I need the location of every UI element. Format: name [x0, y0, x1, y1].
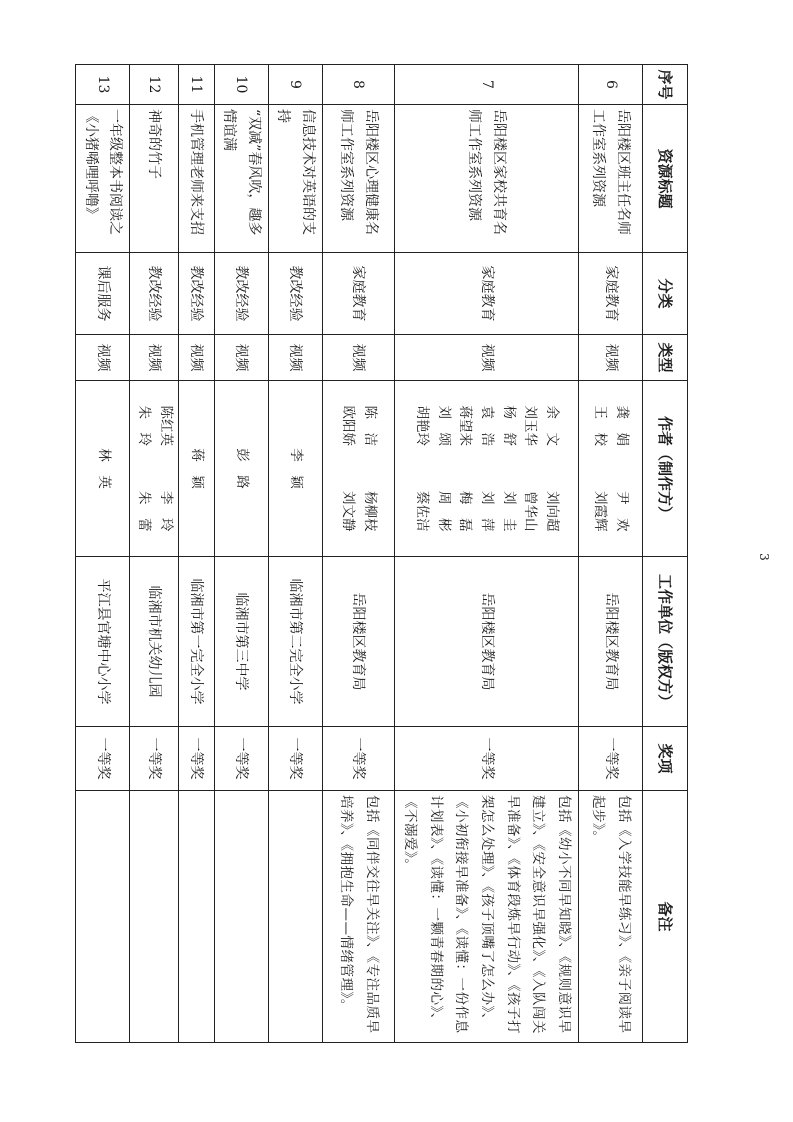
cell-title: 岳阳楼区心理健康名师工作室系列资源 [322, 105, 394, 253]
cell-note [76, 791, 130, 1043]
author-name: 刘文静 [340, 491, 357, 532]
cell-category: 教改经验 [214, 253, 268, 335]
author-name: 李 颖 [287, 448, 304, 489]
cell-category: 教改经验 [178, 253, 214, 335]
cell-title: 神奇的竹子 [130, 105, 178, 253]
cell-award: 一等奖 [130, 727, 178, 791]
header-category: 分类 [643, 253, 688, 335]
cell-title: 一年级整本书阅读之《小猪唏哩呼噜》 [76, 105, 130, 253]
cell-type: 视频 [322, 335, 394, 381]
cell-category: 教改经验 [268, 253, 322, 335]
author-list [411, 385, 562, 552]
cell-no: 8 [322, 65, 394, 105]
header-note: 备注 [643, 791, 688, 1043]
cell-unit: 岳阳楼区教育局 [579, 557, 643, 727]
cell-no: 9 [268, 65, 322, 105]
cell-no: 13 [76, 65, 130, 105]
author-name: 刘霞辉 [592, 491, 609, 532]
cell-unit: 岳阳楼区教育局 [322, 557, 394, 727]
cell-unit: 临湘市第一完全小学 [178, 557, 214, 727]
table-row [579, 65, 643, 1043]
cell-title: 岳阳楼区班主任名师工作室系列资源 [579, 105, 643, 253]
cell-authors [76, 381, 130, 557]
cell-note [268, 791, 322, 1043]
cell-title: 信息技术对英语的支持 [268, 105, 322, 253]
cell-type: 视频 [76, 335, 130, 381]
author-name: 欧阳娇 [340, 405, 357, 446]
author-name: 周 彬 [435, 491, 452, 532]
author-list [184, 385, 208, 552]
author-name: 林 英 [95, 448, 112, 489]
author-name: 朱 蕾 [135, 491, 152, 532]
cell-no: 11 [178, 65, 214, 105]
table-row [322, 65, 394, 1043]
author-name: 刘玉华 [522, 405, 539, 446]
cell-unit: 平江县官塘中心小学 [76, 557, 130, 727]
header-title: 资源标题 [643, 105, 688, 253]
cell-no: 7 [394, 65, 578, 105]
cell-type: 视频 [214, 335, 268, 381]
cell-award: 一等奖 [394, 727, 578, 791]
cell-note [130, 791, 178, 1043]
author-name: 王 校 [592, 405, 609, 446]
header-unit: 工作单位（版权方） [643, 557, 688, 727]
author-name: 梅 磊 [457, 491, 474, 532]
table-row [394, 65, 578, 1043]
cell-award: 一等奖 [178, 727, 214, 791]
cell-note [214, 791, 268, 1043]
author-list [91, 385, 115, 552]
cell-note: 包括《幼小不同早知晓》、《规则意识早建立》、《安全意识早强化》、《入队闯关早准备》、《体育段炼早行动》、《孩子打架怎么处理》、《孩子顶嘴了怎么办》、《小初衔接早准备》、《读懂：一份作息计划表》、《读懂：一颗青春期的心》、《不溺爱》。 [394, 791, 578, 1043]
cell-title: 岳阳楼区家校共育名师工作室系列资源 [394, 105, 578, 253]
author-name: 陈 洁 [361, 405, 378, 446]
author-name: 刘 圭 [500, 491, 517, 532]
cell-no: 12 [130, 65, 178, 105]
cell-authors [322, 381, 394, 557]
cell-authors [394, 381, 578, 557]
table-row [76, 65, 130, 1043]
rotated-table-container [82, 64, 688, 1042]
award-table [75, 64, 688, 1043]
cell-award: 一等奖 [214, 727, 268, 791]
cell-authors [178, 381, 214, 557]
cell-authors [268, 381, 322, 557]
author-name: 彭 路 [233, 448, 250, 489]
author-name: 龚 娟 [614, 405, 631, 446]
cell-unit: 临湘市第二完全小学 [268, 557, 322, 727]
cell-unit: 岳阳楼区教育局 [394, 557, 578, 727]
author-name: 胡艳玲 [414, 405, 431, 446]
cell-category: 家庭教育 [322, 253, 394, 335]
table-row [178, 65, 214, 1043]
header-authors: 作者（制作方） [643, 381, 688, 557]
cell-unit: 临湘市第三中学 [214, 557, 268, 727]
cell-category: 课后服务 [76, 253, 130, 335]
author-name: 杨 舒 [500, 405, 517, 446]
author-list [589, 385, 632, 552]
cell-type: 视频 [579, 335, 643, 381]
author-name: 陈红英 [157, 405, 174, 446]
cell-note [178, 791, 214, 1043]
header-type: 类型 [643, 335, 688, 381]
page-number: 3 [756, 553, 771, 561]
table-row [268, 65, 322, 1043]
author-name: 余 文 [543, 405, 560, 446]
cell-no: 6 [579, 65, 643, 105]
author-list [283, 385, 307, 552]
author-name: 尹 欢 [614, 491, 631, 532]
cell-title: 手机管理老师来支招 [178, 105, 214, 253]
cell-unit: 临湘市机关幼儿园 [130, 557, 178, 727]
table-header-row [643, 65, 688, 1043]
author-list [229, 385, 253, 552]
cell-no: 10 [214, 65, 268, 105]
author-list [132, 385, 175, 552]
author-name: 蒋 颖 [188, 448, 205, 489]
author-name: 刘向超 [543, 491, 560, 532]
author-name: 蔡佐洁 [414, 491, 431, 532]
header-award: 奖项 [643, 727, 688, 791]
cell-title: “双减”春风吹，趣多情谊满 [214, 105, 268, 253]
cell-authors [579, 381, 643, 557]
author-list [336, 385, 379, 552]
author-name: 刘 萍 [479, 491, 496, 532]
author-name: 杨柳枝 [361, 491, 378, 532]
cell-note: 包括《同伴交往早关注》、《专注品质早培养》、《拥抱生命——情绪管理》。 [322, 791, 394, 1043]
author-name: 袁 浩 [479, 405, 496, 446]
cell-type: 视频 [394, 335, 578, 381]
cell-authors [214, 381, 268, 557]
table-row [130, 65, 178, 1043]
author-name: 刘 颂 [435, 405, 452, 446]
cell-award: 一等奖 [579, 727, 643, 791]
author-name: 曾华山 [522, 491, 539, 532]
cell-award: 一等奖 [268, 727, 322, 791]
cell-category: 家庭教育 [579, 253, 643, 335]
author-name: 蒋望来 [457, 405, 474, 446]
cell-award: 一等奖 [322, 727, 394, 791]
cell-note: 包括《入学技能早练习》、《亲子阅读早起步》。 [579, 791, 643, 1043]
cell-type: 视频 [268, 335, 322, 381]
cell-authors [130, 381, 178, 557]
author-name: 朱 玲 [135, 405, 152, 446]
table-row [214, 65, 268, 1043]
cell-type: 视频 [178, 335, 214, 381]
header-no: 序号 [643, 65, 688, 105]
cell-type: 视频 [130, 335, 178, 381]
author-name: 李 玲 [157, 491, 174, 532]
cell-award: 一等奖 [76, 727, 130, 791]
cell-category: 教改经验 [130, 253, 178, 335]
cell-category: 家庭教育 [394, 253, 578, 335]
